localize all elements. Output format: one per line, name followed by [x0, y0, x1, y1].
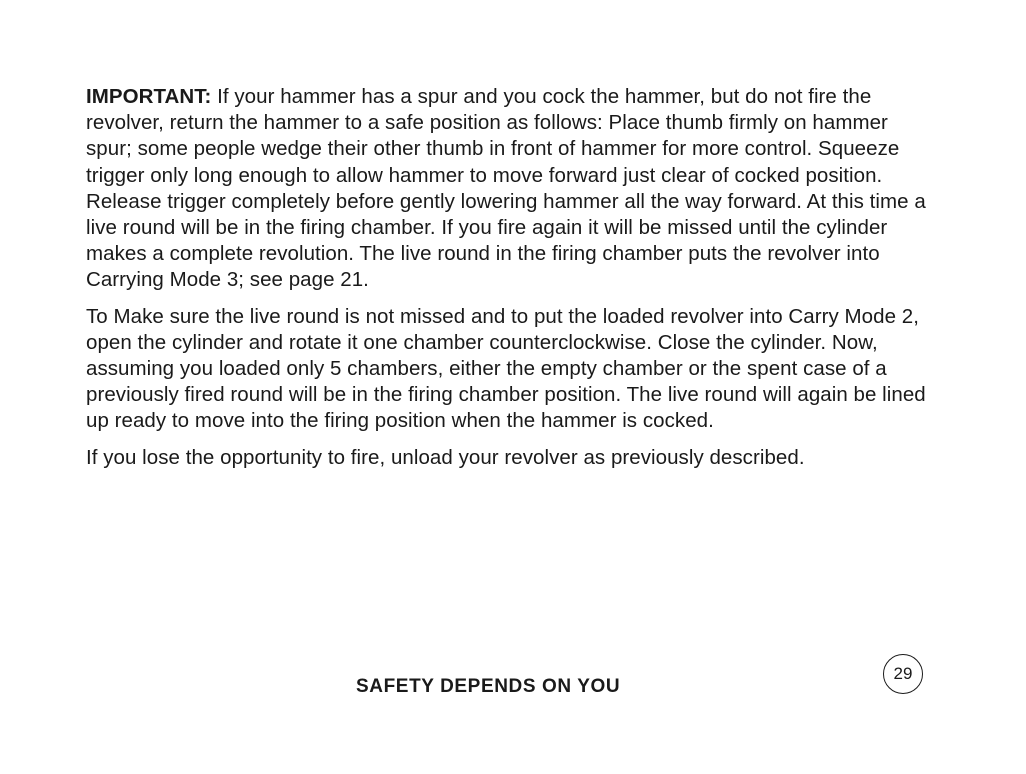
page-number [883, 654, 923, 694]
paragraph-important [86, 84, 932, 294]
paragraph-carry-mode: To Make sure the live round is not missed and to put the loaded revolver into Carry Mode 2, open the cylinder and rotate it one chamber counterclockwise. Close the cylinder. Now, assuming you loaded only 5 chambers, either the empty chamber or the spent case of a previously fired round will be in the firing chamber position. The live round will again be lined up ready to move into the firing position when the hammer is cocked. [86, 304, 926, 433]
body-text [86, 84, 932, 481]
important-label: IMPORTANT: [86, 85, 212, 108]
footer-title: SAFETY DEPENDS ON YOU [356, 676, 621, 697]
page-number-text: 29 [893, 664, 913, 683]
paragraph-text: If your hammer has a spur and you cock the hammer, but do not fire the revolver, return the hammer to a safe position as follows: Place thumb firmly on hammer spur; some people wedge their other thumb in front of hammer for more control. Squeeze trigger only long enough to allow hammer to move forward just clear of cocked position. Release trigger completely before gently lowering hammer all the way forward. At this time a live round will be in the firing chamber. If you fire again it will be missed until the cylinder makes a complete revolution. The live round in the firing chamber puts the revolver into Carrying Mode 3; see page 21. [86, 85, 926, 292]
paragraph-unload: If you lose the opportunity to fire, unload your revolver as previously described. [86, 445, 805, 469]
